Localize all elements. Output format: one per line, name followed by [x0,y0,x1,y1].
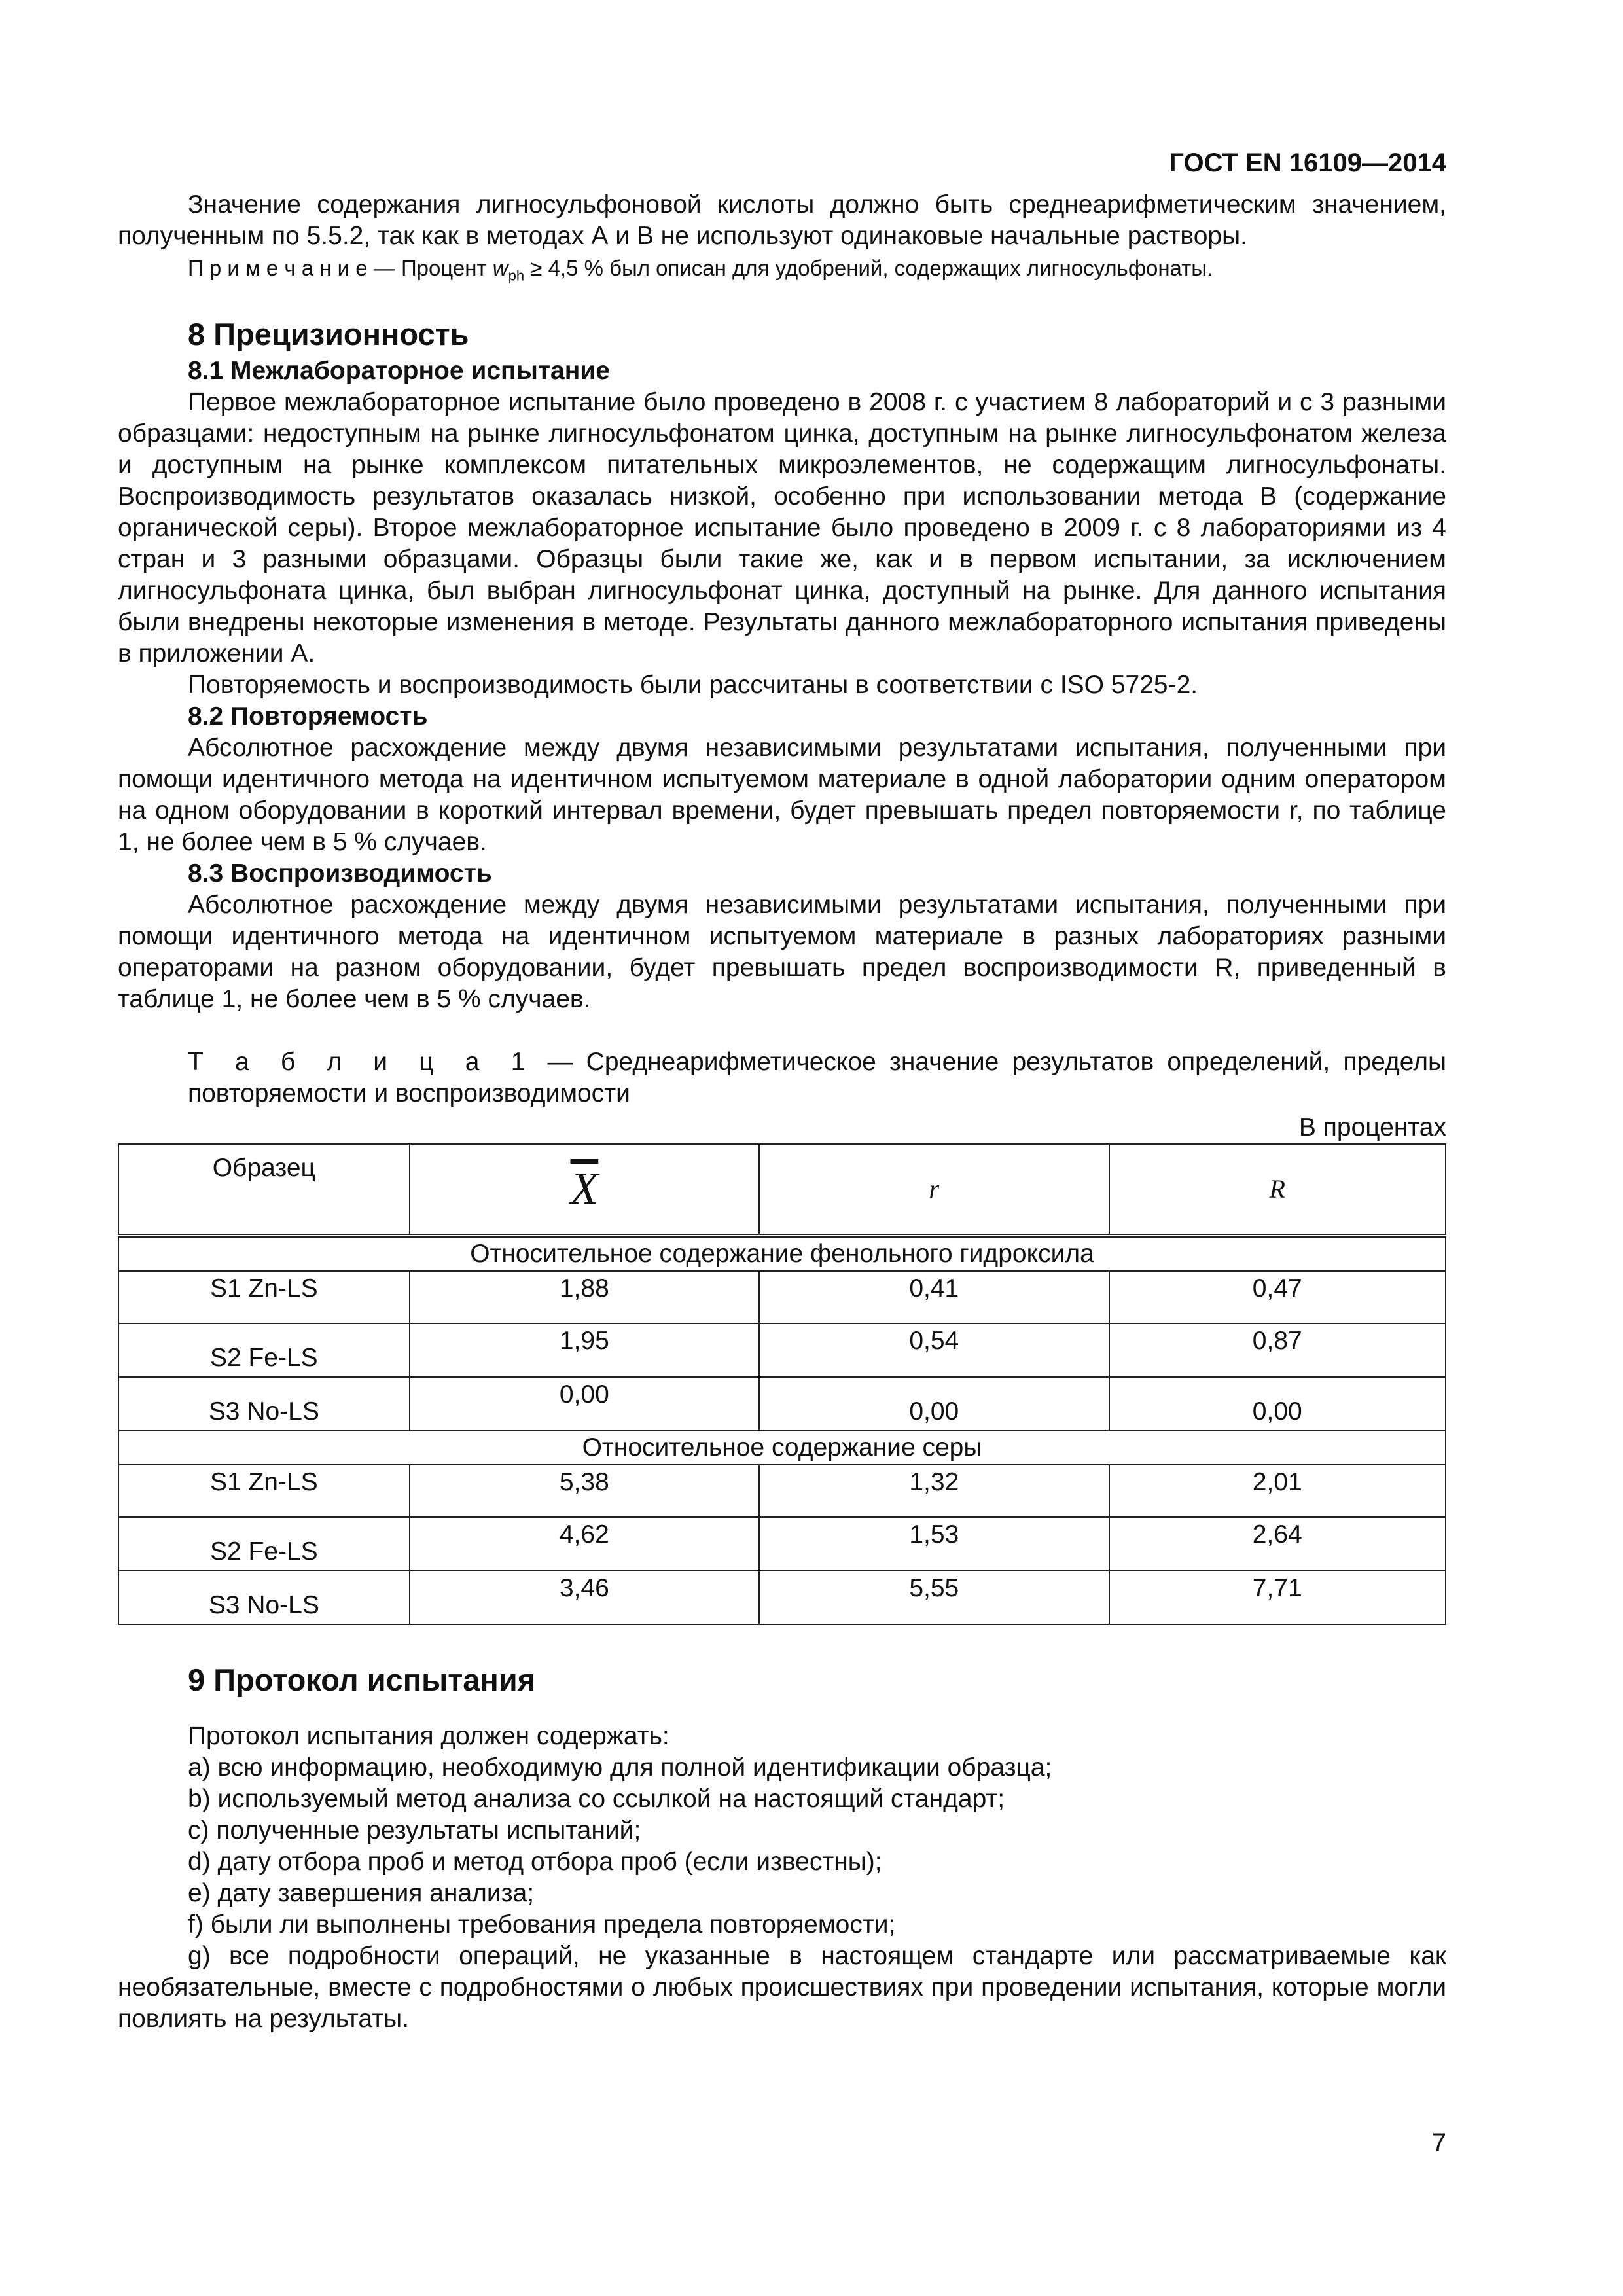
cell-mean: 1,88 [410,1271,759,1323]
cell-sample: S3 No-LS [118,1571,410,1624]
list-item: b) используемый метод анализа со ссылкой на настоящий стандарт; [188,1785,1005,1813]
cell-sample: S1 Zn-LS [118,1271,410,1323]
list-item: e) дату завершения анализа; [188,1879,535,1907]
note [118,253,1446,283]
cell-mean: 0,00 [410,1377,759,1431]
table-row [118,1571,1446,1624]
header-reproducibility: R [1109,1144,1446,1236]
header-repeatability: r [759,1144,1109,1236]
table-row [118,1323,1446,1377]
cell-mean: 1,95 [410,1323,759,1377]
cell-r: 1,53 [759,1517,1109,1571]
table-group-row [118,1236,1446,1271]
header-sample: Образец [118,1144,410,1236]
cell-r: 1,32 [759,1465,1109,1517]
cell-r: 5,55 [759,1571,1109,1624]
note-text-after: ≥ 4,5 % был описан для удобрений, содержащих лигносульфонаты. [524,256,1213,280]
table-units: В процентах [1298,1113,1446,1141]
table-caption [118,1047,1446,1109]
intro-paragraph: Значение содержания лигносульфоновой кислоты должно быть среднеарифметическим значением, полученным по 5.5.2, так как в методах А и В не используют одинаковые начальные растворы. [118,190,1446,250]
cell-R: 0,47 [1109,1271,1446,1323]
note-subscript: ph [508,267,525,284]
protocol-intro: Протокол испытания должен содержать: [188,1722,669,1750]
cell-r: 0,54 [759,1323,1109,1377]
section-8-3-title: 8.3 Воспроизводимость [188,859,492,888]
document-page [118,147,1446,2035]
cell-r: 0,41 [759,1271,1109,1323]
group-title-hydroxyl: Относительное содержание фенольного гидроксила [118,1236,1446,1271]
table-row [118,1465,1446,1517]
cell-sample: S1 Zn-LS [118,1465,410,1517]
header-mean [410,1144,759,1236]
list-item: a) всю информацию, необходимую для полной идентификации образца; [188,1753,1052,1782]
section-8-3-paragraph: Абсолютное расхождение между двумя независимыми результатами испытания, полученными при помощи идентичного метода на идентичном испытуемом материале в разных лабораториях разными операторами на разном оборудовании, будет превышать предел воспроизводимости R, приведенный в таблице 1, не более чем в 5 % случаев. [118,891,1446,1013]
section-8-title: 8 Прецизионность [188,317,469,351]
list-item: f) были ли выполнены требования предела повторяемости; [188,1910,896,1939]
cell-sample: S2 Fe-LS [118,1517,410,1571]
group-title-sulfur: Относительное содержание серы [118,1431,1446,1465]
table-row [118,1271,1446,1323]
table-caption-text: — Среднеарифметическое значение результатов определений, пределы повторяемости и воспроизводимости [188,1048,1446,1107]
list-item: c) полученные результаты испытаний; [188,1816,641,1844]
section-9-title: 9 Протокол испытания [188,1662,536,1697]
precision-table [118,1143,1446,1625]
list-item: d) дату отбора проб и метод отбора проб (если известны); [188,1848,882,1876]
note-text-before: — Процент [367,256,493,280]
table-row [118,1517,1446,1571]
list-item: g) все подробности операций, не указанные в настоящем стандарте или рассматриваемые как необязательные, вместе с подробностями о любых происшествиях при проведении испытания, которые могли повлиять на результаты. [118,1942,1446,2033]
section-8-2-paragraph: Абсолютное расхождение между двумя независимыми результатами испытания, полученными при помощи идентичного метода на идентичном испытуемом материале в одной лаборатории одним оператором на одном оборудовании в короткий интервал времени, будет превышать предел повторяемости r, по таблице 1, не более чем в 5 % случаев. [118,734,1446,856]
cell-R: 0,00 [1109,1377,1446,1431]
protocol-list [118,1721,1446,2035]
table-group-row [118,1431,1446,1465]
page-number: 7 [1431,2128,1446,2157]
cell-sample: S2 Fe-LS [118,1323,410,1377]
section-8-1-title: 8.1 Межлабораторное испытание [188,357,610,385]
note-label: П р и м е ч а н и е [188,256,368,280]
table-header-row [118,1144,1446,1236]
mean-symbol: $\overline{X}$ [570,1164,599,1214]
cell-mean: 5,38 [410,1465,759,1517]
document-id: ГОСТ EN 16109—2014 [1169,149,1446,177]
cell-mean: 3,46 [410,1571,759,1624]
section-8-1-paragraph-1: Первое межлабораторное испытание было проведено в 2008 г. с участием 8 лабораторий и с 3 разными образцами: недоступным на рынке лигносульфонатом цинка, доступным на рынке лигносульфонатом железа и доступным на рынке комплексом питательных микроэлементов, не содержащим лигносульфонаты. Воспроизводимость результатов оказалась низкой, особенно при использовании метода В (содержание органической серы). Второе межлабораторное испытание было проведено в 2009 г. с 8 лабораториями из 4 стран и 3 разными образцами. Образцы были такие же, как и в первом испытании, за исключением лигносульфоната цинка, был выбран лигносульфонат цинка, доступный на рынке. Для данного испытания были внедрены некоторые изменения в методе. Результаты данного межлабораторного испытания приведены в приложении А. [118,388,1446,668]
cell-R: 2,64 [1109,1517,1446,1571]
section-8-1-paragraph-2: Повторяемость и воспроизводимость были рассчитаны в соответствии с ISO 5725-2. [188,671,1198,699]
cell-R: 7,71 [1109,1571,1446,1624]
note-symbol: w [492,256,508,280]
cell-R: 2,01 [1109,1465,1446,1517]
section-8-2-title: 8.2 Повторяемость [188,702,428,730]
cell-R: 0,87 [1109,1323,1446,1377]
cell-mean: 4,62 [410,1517,759,1571]
table-row [118,1377,1446,1431]
cell-r: 0,00 [759,1377,1109,1431]
cell-sample: S3 No-LS [118,1377,410,1431]
table-caption-label: Т а б л и ц а 1 [188,1048,535,1076]
